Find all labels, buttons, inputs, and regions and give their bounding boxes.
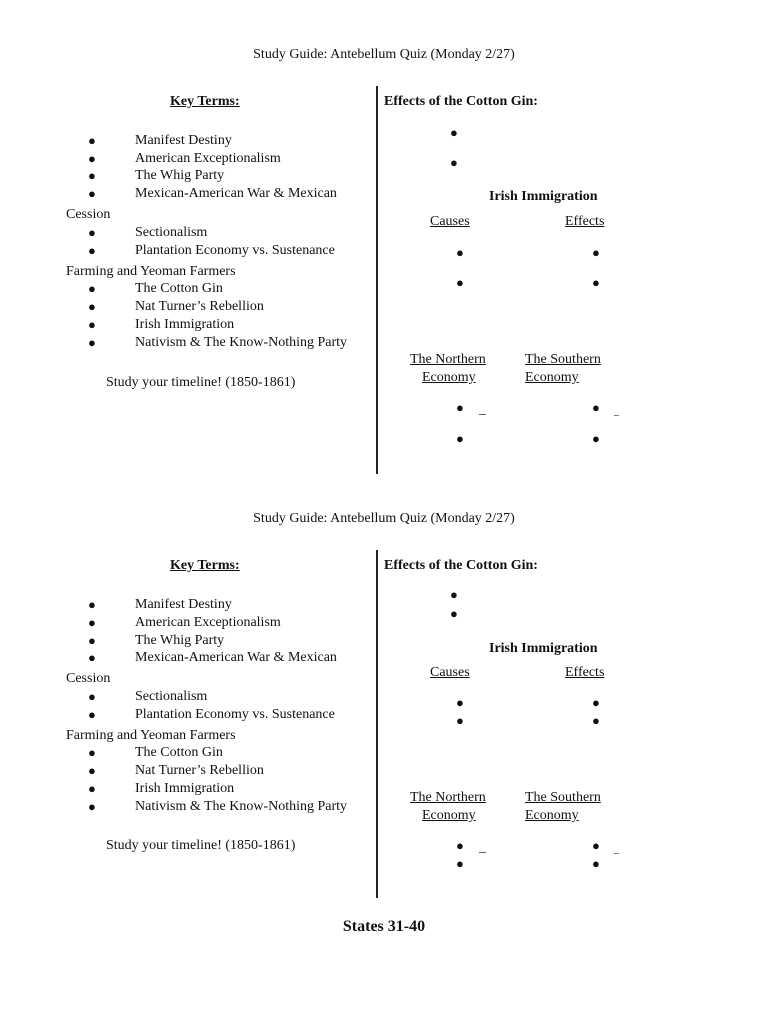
timeline-note: Study your timeline! (1850-1861) — [106, 838, 296, 853]
column-divider — [376, 86, 378, 474]
bullet-icon: ● — [88, 299, 96, 314]
term-item: Manifest Destiny — [135, 133, 232, 148]
term-item: American Exceptionalism — [135, 615, 281, 630]
term-item: Irish Immigration — [135, 781, 235, 796]
bullet-icon: ● — [88, 763, 96, 778]
term-continuation: Cession — [66, 207, 111, 222]
northern-economy-label-line2: Economy — [422, 370, 476, 385]
term-item: The Cotton Gin — [135, 745, 223, 760]
term-item: The Whig Party — [135, 168, 225, 183]
term-item: Mexican-American War & Mexican — [135, 650, 337, 665]
bullet-icon: ● — [456, 695, 464, 710]
southern-economy-label-line1: The Southern — [525, 352, 601, 367]
term-item: The Cotton Gin — [135, 281, 223, 296]
bullet-icon: ● — [88, 689, 96, 704]
bullet-icon: ● — [592, 838, 600, 853]
key-terms-heading: Key Terms: — [170, 94, 240, 109]
bullet-icon: ● — [456, 275, 464, 290]
northern-economy-label-line1: The Northern — [410, 352, 486, 367]
bullet-icon: ● — [88, 335, 96, 350]
bullet-icon: ● — [592, 431, 600, 446]
southern-economy-label-line2: Economy — [525, 370, 579, 385]
bullet-icon: ● — [88, 650, 96, 665]
bullet-icon: ● — [88, 633, 96, 648]
bullet-icon: ● — [88, 615, 96, 630]
bullet-icon: ● — [88, 745, 96, 760]
irish-immigration-heading: Irish Immigration — [489, 189, 598, 204]
bullet-icon: ● — [592, 275, 600, 290]
term-item: Nat Turner’s Rebellion — [135, 299, 264, 314]
bullet-icon: ● — [88, 133, 96, 148]
bullet-icon: ● — [450, 606, 458, 621]
bullet-icon: ● — [456, 838, 464, 853]
term-item: Plantation Economy vs. Sustenance — [135, 243, 335, 258]
term-item: Plantation Economy vs. Sustenance — [135, 707, 335, 722]
southern-economy-label-line1: The Southern — [525, 790, 601, 805]
term-item: Irish Immigration — [135, 317, 235, 332]
term-item: Nativism & The Know-Nothing Party — [135, 335, 348, 350]
bullet-icon: ● — [88, 225, 96, 240]
bullet-icon: ● — [456, 713, 464, 728]
causes-label: Causes — [430, 214, 470, 229]
column-divider — [376, 550, 378, 898]
study-guide-copy-2 — [0, 464, 768, 904]
term-continuation: Farming and Yeoman Farmers — [66, 264, 236, 279]
bullet-icon: ● — [450, 125, 458, 140]
bullet-icon: ● — [88, 168, 96, 183]
term-item: Manifest Destiny — [135, 597, 232, 612]
bullet-icon: ● — [456, 245, 464, 260]
bullet-icon: ● — [88, 243, 96, 258]
term-item: American Exceptionalism — [135, 151, 281, 166]
bullet-icon: ● — [592, 400, 600, 415]
term-continuation: Cession — [66, 671, 111, 686]
cotton-gin-heading: Effects of the Cotton Gin: — [384, 558, 538, 573]
bullet-icon: ● — [88, 597, 96, 612]
causes-label: Causes — [430, 665, 470, 680]
page-title: Study Guide: Antebellum Quiz (Monday 2/27) — [253, 511, 515, 526]
bullet-icon: ● — [88, 707, 96, 722]
bullet-icon: ● — [592, 245, 600, 260]
effects-label: Effects — [565, 665, 605, 680]
effects-label: Effects — [565, 214, 605, 229]
term-item: Mexican-American War & Mexican — [135, 186, 337, 201]
bullet-icon: ● — [450, 587, 458, 602]
bullet-icon: ● — [88, 799, 96, 814]
key-terms-heading: Key Terms: — [170, 558, 240, 573]
bullet-icon: ● — [592, 856, 600, 871]
term-continuation: Farming and Yeoman Farmers — [66, 728, 236, 743]
irish-immigration-heading: Irish Immigration — [489, 641, 598, 656]
blank-mark: _ — [614, 844, 619, 855]
bullet-icon: ● — [88, 781, 96, 796]
bullet-icon: ● — [592, 695, 600, 710]
southern-economy-label-line2: Economy — [525, 808, 579, 823]
blank-mark: _ — [479, 402, 486, 417]
term-item: Sectionalism — [135, 225, 208, 240]
study-guide-copy-1 — [0, 0, 768, 470]
states-heading: States 31-40 — [342, 918, 426, 935]
blank-mark: _ — [614, 406, 619, 417]
bullet-icon: ● — [88, 281, 96, 296]
bullet-icon: ● — [88, 186, 96, 201]
bullet-icon: ● — [450, 155, 458, 170]
bullet-icon: ● — [456, 431, 464, 446]
bullet-icon: ● — [88, 151, 96, 166]
northern-economy-label-line1: The Northern — [410, 790, 486, 805]
term-item: The Whig Party — [135, 633, 225, 648]
bullet-icon: ● — [88, 317, 96, 332]
page-title: Study Guide: Antebellum Quiz (Monday 2/27) — [253, 47, 515, 62]
term-item: Nativism & The Know-Nothing Party — [135, 799, 348, 814]
blank-mark: _ — [479, 840, 486, 855]
term-item: Sectionalism — [135, 689, 208, 704]
term-item: Nat Turner’s Rebellion — [135, 763, 264, 778]
northern-economy-label-line2: Economy — [422, 808, 476, 823]
bullet-icon: ● — [456, 856, 464, 871]
timeline-note: Study your timeline! (1850-1861) — [106, 375, 296, 390]
cotton-gin-heading: Effects of the Cotton Gin: — [384, 94, 538, 109]
bullet-icon: ● — [592, 713, 600, 728]
bullet-icon: ● — [456, 400, 464, 415]
